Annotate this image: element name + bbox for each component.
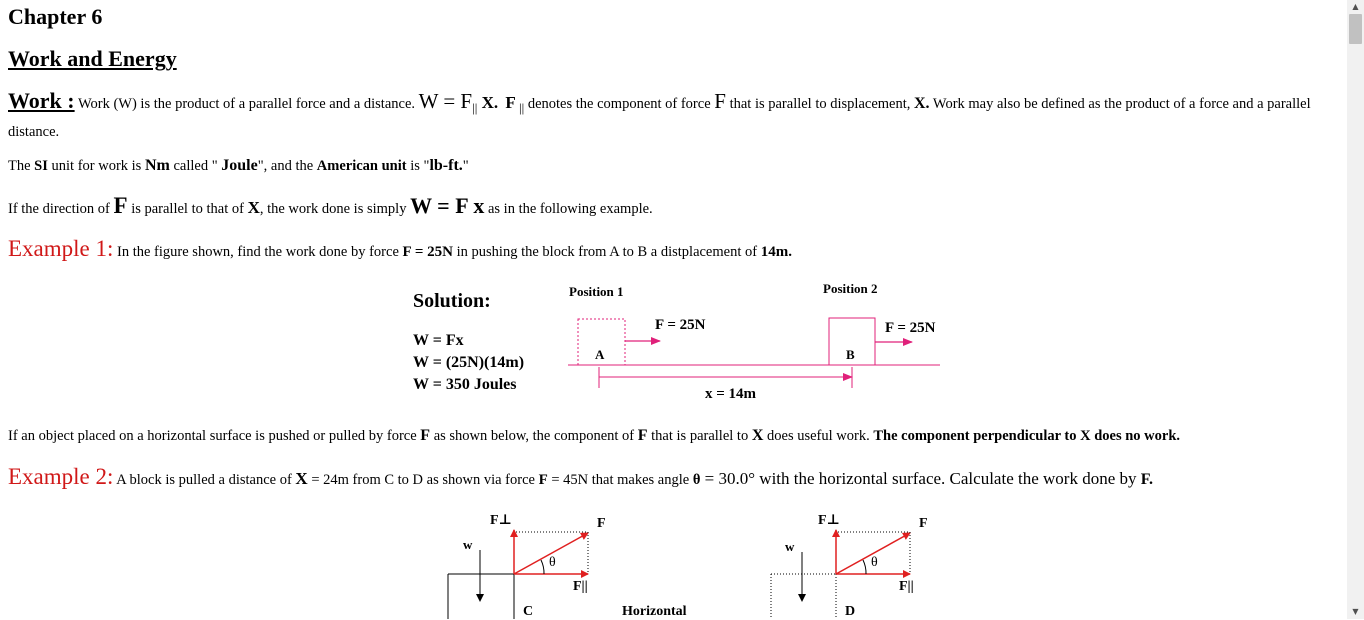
horizontal-surface-line: If an object placed on a horizontal surface is pushed or pulled by force F as shown below, the component of F that is parallel to X does useful work. The component perpendicular to X does no work. [8,427,1181,444]
position-1-label: Position 1 [569,284,624,299]
direction-line: If the direction of F is parallel to that of X, the work done is simply W = F x as in the following example. [8,193,653,218]
theta-label-c: θ [549,555,556,570]
vertical-scrollbar[interactable] [1347,0,1364,619]
block-displacement-diagram [405,278,945,408]
example-1-label: Example 1: [8,236,114,261]
w-label-c: w [463,537,473,552]
angle-arc-c [541,560,544,574]
position-2-label: Position 2 [823,281,878,296]
example-1-line: Example 1: In the figure shown, find the work done by force F = 25N in pushing the block from A to B a distplacement of 14m. [8,236,792,261]
point-c-label: C [523,604,534,619]
f-perp-label-c: F⊥ [490,513,512,528]
block-a-label: A [595,347,605,362]
block-b-label: B [846,347,855,362]
scroll-thumb[interactable] [1349,14,1362,44]
example-2-label: Example 2: [8,464,114,489]
example-1-figure [405,278,945,408]
example-2-figure [428,508,958,619]
force-label-b: F = 25N [885,320,936,336]
f-parallel-label-c: F|| [573,579,588,594]
f-perp-label-d: F⊥ [818,513,840,528]
scroll-up-icon[interactable]: ▲ [1352,2,1359,11]
si-unit-line: The SI unit for work is Nm called " Joule", and the American unit is "lb-ft." [8,157,469,174]
section-title: Work and Energy [8,46,177,71]
f-label-c: F [597,516,606,531]
horizontal-label: Horizontal [622,604,687,619]
work-definition-paragraph: Work : Work (W) is the product of a parallel force and a distance. $W = F_{||}$ X. F $_{||}$ denotes the component of force F that is parallel to displacement, X. Work may also be defined as the product of a force and a parallel distance. [8,88,1311,140]
example-2-line: Example 2: A block is pulled a distance of X = 24m from C to D as shown via force F = 45N that makes angle θ = 30.0° with the horizontal surface. Calculate the work done by F. [8,464,1154,489]
solution-label: Solution: [413,290,491,312]
solution-line-2: W = (25N)(14m) [413,354,525,371]
f-label-d: F [919,516,928,531]
work-heading: Work : [8,88,75,113]
w-label-d: w [785,539,795,554]
theta-label-d: θ [871,555,878,570]
angle-arc-d [863,560,866,574]
solution-line-1: W = Fx [413,332,464,349]
solution-line-3: W = 350 Joules [413,376,517,393]
displacement-label: x = 14m [705,386,757,402]
scroll-down-icon[interactable]: ▼ [1352,607,1359,616]
f-parallel-label-d: F|| [899,579,914,594]
force-label-a: F = 25N [655,317,706,333]
point-d-label: D [845,604,856,619]
chapter-heading: Chapter 6 [8,4,103,29]
